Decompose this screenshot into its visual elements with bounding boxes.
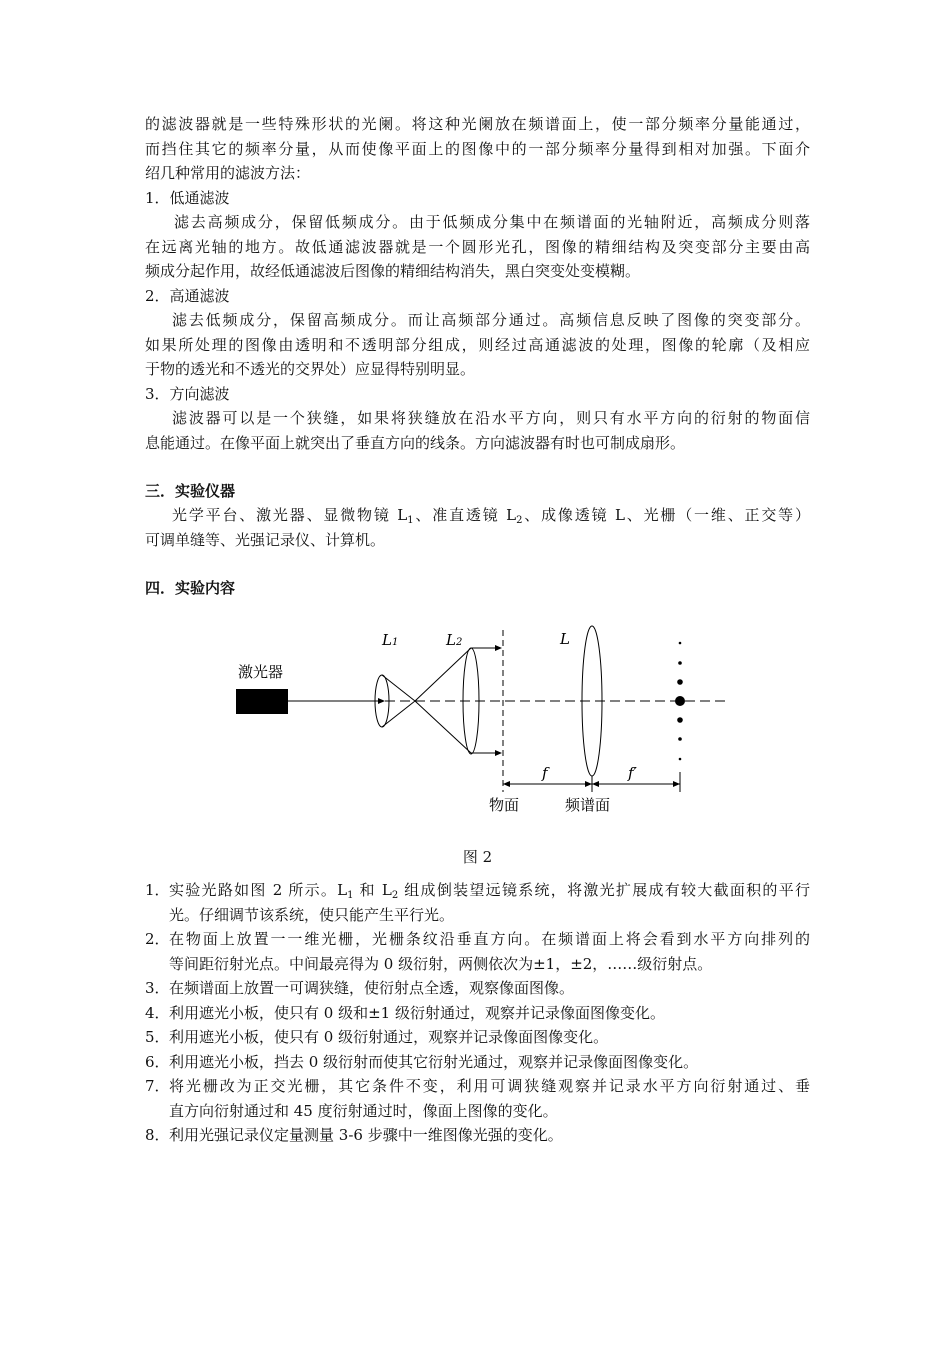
step-number: 2． [145,930,170,948]
step-item [145,1001,810,1026]
section-line: 在远离光轴的地方。故低通滤波器就是一个圆形光孔，图像的精细结构及突变部分主要由高 [145,237,810,256]
ray [382,701,415,727]
steps-list [145,878,810,1148]
section-title: 2．高通滤波 [145,286,230,305]
focal-length-f-prime: f′ [628,764,637,782]
section-title: 3．方向滤波 [145,384,230,403]
diffraction-spot [678,661,682,665]
section-low-pass [145,186,810,284]
figure-caption-wrap [145,845,810,869]
step-item [145,1123,810,1148]
section-line: 滤去低频成分，保留高频成分。而让高频部分通过。高频信息反映了图像的突变部分。 [172,311,810,329]
intro-line: 绍几种常用的滤波方法： [145,164,311,182]
step-item [145,1074,810,1123]
dim-arrow [585,781,592,787]
dim-arrow [592,781,599,787]
step-item [145,1050,810,1075]
step-number: 6． [145,1052,170,1071]
intro-line: 的滤波器就是一些特殊形状的光阑。将这种光阑放在频谱面上，使一部分频率分量能通过， [145,115,810,133]
section-line: 频成分起作用，故经低通滤波后图像的精细结构消失，黑白突变处变模糊。 [145,262,641,280]
diffraction-spot [679,642,682,645]
dim-arrow [503,781,510,787]
step-text: 光。仔细调节该系统，使只能产生平行光。 [169,905,455,924]
step-text: 将光栅改为正交光栅，其它条件不变，利用可调狭缝观察并记录水平方向衍射通过、垂 [169,1077,810,1095]
step-item [145,878,810,927]
ray [382,675,415,701]
step-number: 1． [145,881,170,899]
intro-line: 而挡住其它的频率分量，从而使像平面上的图像中的一部分频率分量得到相对加强。下面介 [145,139,810,158]
step-item [145,927,810,976]
figure-caption: 图 2 [462,848,493,866]
section-line: 滤去高频成分，保留低频成分。由于低频成分集中在频谱面的光轴附近，高频成分则落 [174,213,810,231]
step-item [145,976,810,1001]
instruments-line: 可调单缝等、光强记录仪、计算机。 [145,530,386,549]
step-number: 8． [145,1126,170,1144]
step-text: 在物面上放置一一维光栅，光栅条纹沿垂直方向。在频谱面上将会看到水平方向排列的 [169,930,810,948]
step-number: 5． [145,1028,170,1046]
step-text: 等间距衍射光点。中间最亮得为 0 级衍射，两侧依次为±1，±2，……级衍射点。 [169,954,713,973]
step-number: 4． [145,1003,170,1022]
lens-label-l2: L2 [446,631,463,649]
instruments-heading: 三．实验仪器 [145,482,236,500]
diffraction-spot [677,717,683,723]
section-line: 于物的透光和不透光的交界处）应显得特别明显。 [145,360,476,378]
intro-paragraph [145,112,810,186]
laser-label: 激光器 [238,663,284,681]
step-text: 在频谱面上放置一可调狭缝，使衍射点全透，观察像面图像。 [169,979,575,997]
step-text: 利用遮光小板，挡去 0 级衍射而使其它衍射光通过，观察并记录像面图像变化。 [169,1052,699,1071]
diffraction-spot [679,758,682,761]
diffraction-spot [677,679,683,685]
parallel-ray-arrow [495,645,502,651]
laser-source [236,689,288,714]
step-text: 实验光路如图 2 所示。$L_1$ 和 $L_2$ 组成倒装望远镜系统，将激光扩展成有较大截面积的平行 [169,881,810,901]
diffraction-spot-zero-order [675,696,685,706]
content-heading: 四．实验内容 [145,579,236,597]
beam-arrow [378,698,385,704]
section-directional [145,382,810,456]
lens-label-l1: L1 [382,631,399,649]
step-text: 利用光强记录仪定量测量 3-6 步骤中一维图像光强的变化。 [169,1126,563,1144]
section-line: 滤波器可以是一个狭缝，如果将狭缝放在沿水平方向，则只有水平方向的衍射的物面信 [172,409,810,427]
instruments-line: 光学平台、激光器、显微物镜 $L_1$、准直透镜 $L_2$、成像透镜 L、光栅（一维、正交等） [172,506,810,526]
section-line: 息能通过。在像平面上就突出了垂直方向的线条。方向滤波器有时也可制成扇形。 [145,433,686,452]
parallel-ray-arrow [495,750,502,756]
section-high-pass [145,284,810,382]
object-plane-label: 物面 [489,796,520,814]
step-text: 直方向衍射通过和 45 度衍射通过时，像面上图像的变化。 [169,1101,558,1120]
spectrum-plane-label: 频谱面 [565,796,611,814]
step-number: 7． [145,1077,170,1095]
lens-label-l: L [560,630,570,648]
step-text: 利用遮光小板，使只有 0 级和±1 级衍射通过，观察并记录像面图像变化。 [169,1003,665,1022]
step-text: 利用遮光小板，使只有 0 级衍射通过，观察并记录像面图像变化。 [169,1028,609,1046]
step-number: 3． [145,979,170,997]
section-line: 如果所处理的图像由透明和不透明部分组成，则经过高通滤波的处理，图像的轮廓（及相应 [145,335,810,354]
document-page [145,112,810,600]
focal-length-f: f [542,764,548,782]
step-item [145,1025,810,1050]
diffraction-spot [678,737,682,741]
optical-setup-diagram [230,622,740,827]
section-title: 1．低通滤波 [145,188,230,207]
dim-arrow [673,781,680,787]
